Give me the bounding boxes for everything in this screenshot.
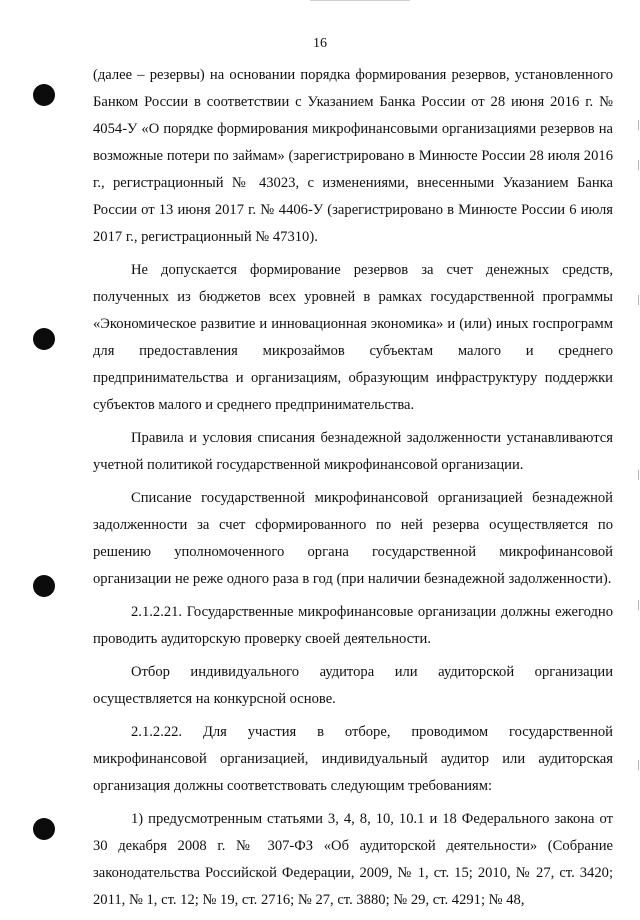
paragraph-requirement-1: 1) предусмотренным статьями 3, 4, 8, 10, 10.1 и 18 Федерального закона от 30 декабря 2008 г. № 307-ФЗ «Об аудиторской деятельности» (Собрание законодательства Российской Федерации, 2009, № 1, ст. 15; 2010, № 27, ст. 3420; 2011, № 1, ст. 12; № 19, ст. 2716; № 27, ст. 3880; № 29, ст. 4291; № 48, [93,811,613,908]
paragraph-auditor-selection: Отбор индивидуального аудитора или аудиторской организации осуществляется на конкурсной основе. [93,664,613,707]
body-text [93,62,613,920]
page-number: 16 [313,36,327,51]
scan-edge-mark [638,120,639,130]
punch-hole [33,575,55,597]
punch-hole [33,84,55,106]
paragraph-write-off-rules: Правила и условия списания безнадежной задолженности устанавливаются учетной политикой государственной микрофинансовой организации. [93,430,613,473]
paragraph-2-1-2-21: 2.1.2.21. Государственные микрофинансовые организации должны ежегодно проводить аудиторскую проверку своей деятельности. [93,604,613,647]
paragraph-reserves-prohibition: Не допускается формирование резервов за счет денежных средств, полученных из бюджетов всех уровней в рамках государственной программы «Экономическое развитие и инновационная экономика» и (или) иных госпрограмм для предоставления микрозаймов субъектам малого и среднего предпринимательства и организациям, образующим инфраструктуру поддержки субъектов малого и среднего предпринимательства. [93,262,613,413]
scan-edge-mark [638,470,639,480]
paragraph-write-off-procedure: Списание государственной микрофинансовой организацией безнадежной задолженности за счет сформированного по ней резерва осуществляется по решению уполномоченного органа государственной микрофинансовой организации не реже одного раза в год (при наличии безнадежной задолженности). [93,490,613,587]
top-edge-line [310,0,410,1]
scan-edge-mark [638,600,639,610]
punch-hole [33,328,55,350]
scan-edge-mark [638,160,639,170]
scan-edge-mark [638,295,639,305]
paragraph-reserves-continuation: (далее – резервы) на основании порядка формирования резервов, установленного Банком России в соответствии с Указанием Банка России от 28 июня 2016 г. № 4054-У «О порядке формирования микрофинансовыми организациями резервов на возможные потери по займам» (зарегистрировано в Минюсте России 28 июля 2016 г., регистрационный № 43023, с изменениями, внесенными Указанием Банка России от 13 июня 2017 г. № 4406-У (зарегистрировано в Минюсте России 6 июля 2017 г., регистрационный № 47310). [93,67,613,245]
punch-hole [33,818,55,840]
scan-edge-mark [638,760,639,770]
paragraph-2-1-2-22: 2.1.2.22. Для участия в отборе, проводимом государственной микрофинансовой организацией, индивидуальный аудитор или аудиторская организация должны соответствовать следующим требованиям: [93,724,613,794]
